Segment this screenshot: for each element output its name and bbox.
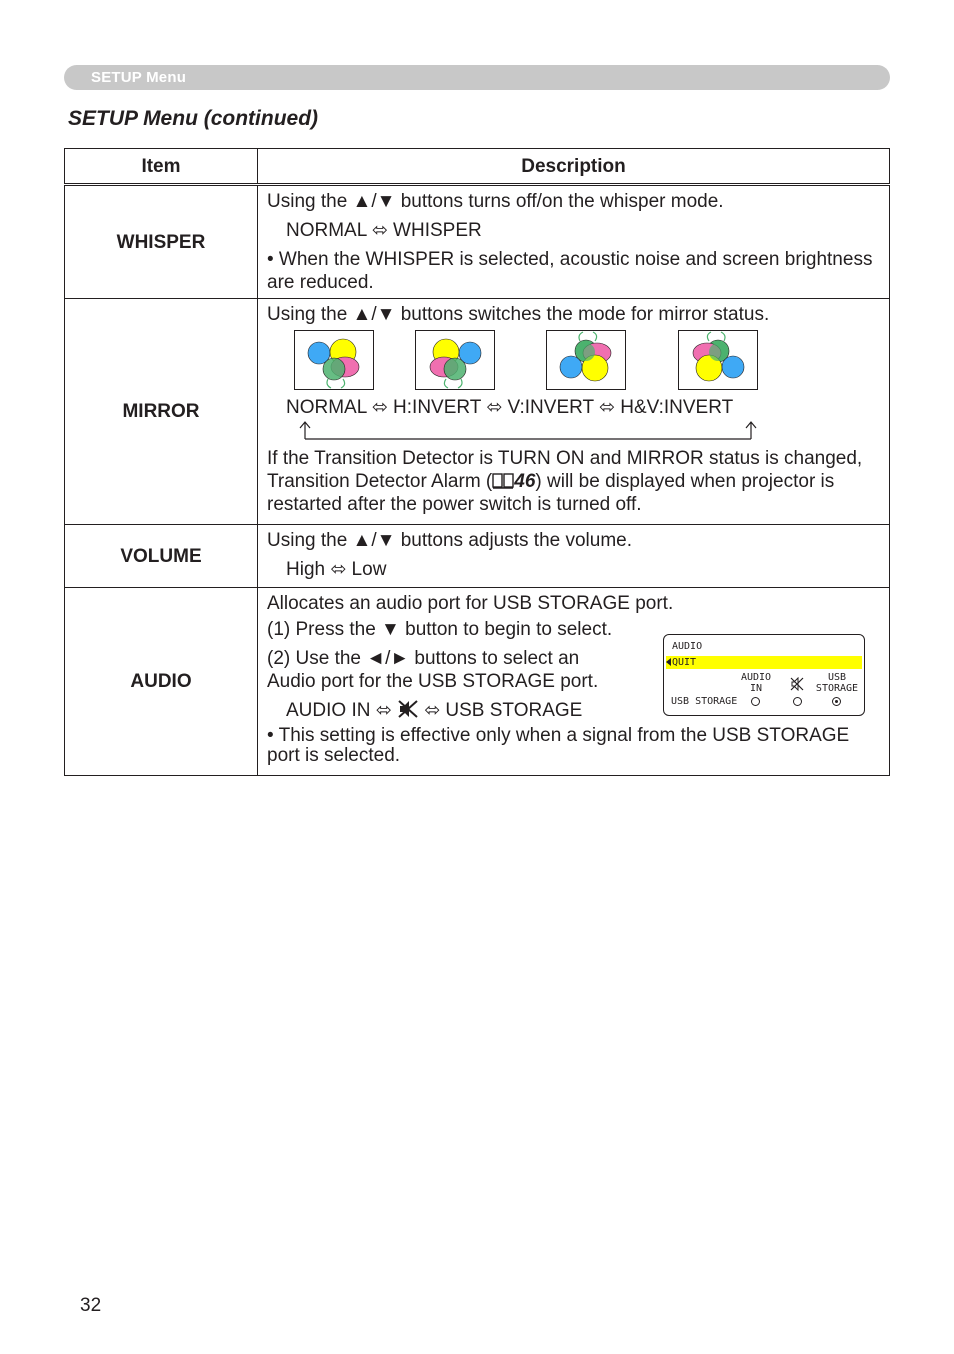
volume-line: Using the ▲/▼ buttons adjusts the volume. [267, 530, 633, 551]
osd-radio-usb-storage[interactable] [832, 697, 841, 706]
description-audio [258, 588, 890, 776]
page-reference: 46 [514, 471, 536, 492]
description-whisper [258, 185, 890, 299]
mirror-illustrations [267, 330, 880, 396]
mirror-note: If the Transition Detector is TURN ON and MIRROR status is changed, Transition Detector Alarm ( 46) will be displayed when projector is restarted after the power switch is turned off. [267, 448, 863, 515]
book-reference-icon [492, 472, 514, 490]
item-volume: VOLUME [65, 525, 258, 588]
mirror-line: Using the ▲/▼ buttons switches the mode for mirror status. [267, 304, 770, 325]
section-label: SETUP Menu [91, 69, 187, 86]
audio-step-2a: (2) Use the ◄/► buttons to select an [267, 648, 580, 669]
audio-line: Allocates an audio port for USB STORAGE port. [267, 593, 674, 614]
page-number: 32 [80, 1295, 102, 1316]
item-mirror: MIRROR [65, 299, 258, 525]
table-row-whisper [65, 185, 890, 299]
audio-step-1: (1) Press the ▼ button to begin to select. [267, 619, 613, 640]
osd-mute-icon [790, 677, 804, 691]
table-row-volume [65, 525, 890, 588]
osd-option-usb-storage-line1: USB [827, 672, 847, 683]
mirror-cycle: NORMAL ⬄ H:INVERT ⬄ V:INVERT ⬄ H&V:INVERT [286, 397, 734, 418]
whisper-line: Using the ▲/▼ buttons turns off/on the whisper mode. [267, 191, 724, 212]
osd-radio-mute[interactable] [793, 697, 802, 706]
osd-radio-audio-in[interactable] [751, 697, 760, 706]
volume-cycle: High ⬄ Low [286, 559, 387, 580]
osd-option-usb-storage-line2: STORAGE [815, 683, 859, 694]
osd-option-audio-in-line2: IN [749, 683, 763, 694]
osd-option-audio-in-line1: AUDIO [740, 672, 772, 683]
description-volume [258, 525, 890, 588]
mute-icon [397, 699, 419, 719]
table-row-mirror [65, 299, 890, 525]
mirror-v-invert-illustration [546, 330, 626, 390]
page-title: SETUP Menu (continued) [68, 107, 319, 130]
osd-quit-label: QUIT [672, 657, 697, 668]
whisper-cycle: NORMAL ⬄ WHISPER [286, 220, 482, 241]
osd-left-arrow-icon [666, 658, 671, 666]
mirror-cycle-return-arrow [267, 419, 880, 441]
section-header-bar [64, 65, 890, 90]
description-mirror [258, 299, 890, 525]
osd-row-label: USB STORAGE [671, 696, 738, 707]
item-whisper: WHISPER [65, 185, 258, 299]
audio-cycle: AUDIO IN ⬄ ⬄ USB STORAGE [286, 700, 583, 721]
mirror-h-invert-illustration [415, 330, 495, 390]
column-header-description: Description [258, 149, 890, 185]
item-audio: AUDIO [65, 588, 258, 776]
audio-osd-menu [663, 634, 865, 716]
audio-step-2b: Audio port for the USB STORAGE port. [267, 671, 599, 692]
osd-option-usb-storage[interactable] [814, 672, 860, 694]
column-header-item: Item [65, 149, 258, 185]
table-row-audio [65, 588, 890, 776]
osd-title: AUDIO [672, 641, 703, 652]
osd-quit-bar[interactable] [666, 656, 862, 669]
mirror-normal-illustration [294, 330, 374, 390]
whisper-note: • When the WHISPER is selected, acoustic noise and screen brightness are reduced. [267, 249, 873, 293]
mirror-hv-invert-illustration [678, 330, 758, 390]
setup-menu-table [64, 148, 890, 776]
osd-option-audio-in[interactable] [736, 672, 776, 694]
audio-note: • This setting is effective only when a signal from the USB STORAGE port is selected. [267, 725, 850, 766]
